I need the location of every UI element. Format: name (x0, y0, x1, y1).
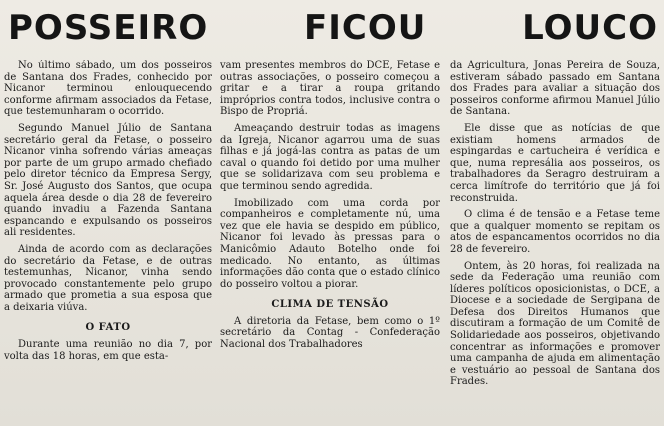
paragraph: Ele disse que as notícias de que existiam homens armados de espingardas e cartucheira é verídica e que, numa represália aos posseiros, os trabalhadores da Seragro destruiram a cerca limítrofe do território que já foi reconstruida. (450, 122, 660, 204)
headline (8, 6, 658, 50)
subheading-clima-de-tensao: CLIMA DE TENSÃO (271, 299, 389, 311)
article-column-2 (220, 60, 440, 426)
paragraph: Ontem, às 20 horas, foi realizada na sede da Federação uma reunião com líderes políticos oposicionistas, o DCE, a Diocese e a sociedade de Sergipana de Defesa dos Direitos Humanos que discutiram a formação de um Comitê de Solidariedade aos posseiros, objetivando concentrar as informações e promover uma campanha de ajuda em alimentação e vestuário ao pessoal de Santana dos Frades. (450, 260, 660, 388)
paragraph: vam presentes membros do DCE, Fetase e outras associações, o posseiro começou a gritar e a tirar a roupa gritando impróprios contra todos, inclusive contra o Bispo de Propriá. (220, 60, 440, 118)
headline-word-3: LOUCO (522, 8, 658, 48)
article-column-3 (450, 60, 660, 426)
paragraph: Ainda de acordo com as declarações do secretário da Fetase, e de outras testemunhas, Nicanor, vinha sendo provocado constantemente pelo grupo armado que prometia a sua esposa que a deixaria viúva. (4, 243, 212, 313)
paragraph: No último sábado, um dos posseiros de Santana dos Frades, conhecido por Nicanor terminou enlouquecendo conforme afirmam associados da Fetase, que testemunharam o ocorrido. (4, 60, 212, 118)
paragraph: Durante uma reunião no dia 7, por volta das 18 horas, em que esta- (4, 339, 212, 362)
headline-word-1: POSSEIRO (8, 8, 209, 48)
paragraph: Imobilizado com uma corda por companheiros e completamente nú, uma vez que ele havia se despido em público, Nicanor foi levado às pressas para o Manicômio Adauto Botelho onde foi medicado. No entanto, as últimas informações dão conta que o estado clínico do posseiro voltou a piorar. (220, 197, 440, 290)
paragraph: O clima é de tensão e a Fetase teme que a qualquer momento se repitam os atos de espancamentos ocorridos no dia 28 de fevereiro. (450, 209, 660, 255)
paragraph: da Agricultura, Jonas Pereira de Souza, estiveram sábado passado em Santana dos Frades para avaliar a situação dos posseiros conforme afirmou Manuel Júlio de Santana. (450, 60, 660, 118)
article-column-1 (4, 60, 212, 426)
paragraph: Ameaçando destruir todas as imagens da Igreja, Nicanor agarrou uma de suas filhas e já jogá-las contra as patas de um caval o quando foi detido por uma mulher que se solidarizava com seu problema e que terminou sendo agredida. (220, 122, 440, 192)
headline-word-2: FICOU (304, 8, 427, 48)
paragraph: Segundo Manuel Júlio de Santana secretário geral da Fetase, o posseiro Nicanor vinha sofrendo várias ameaças por parte de um grupo armado chefiado pelo diretor técnico da Empresa Sergy, Sr. José Augusto dos Santos, que ocupa aquela área desde o dia 28 de fevereiro quando invadiu a Fazenda Santana espancando e expulsando os posseiros ali residentes. (4, 122, 212, 239)
paragraph: A diretoria da Fetase, bem como o 1º secretário da Contag - Confederação Nacional dos Trabalhadores (220, 315, 440, 351)
subheading-o-fato: O FATO (85, 322, 131, 334)
